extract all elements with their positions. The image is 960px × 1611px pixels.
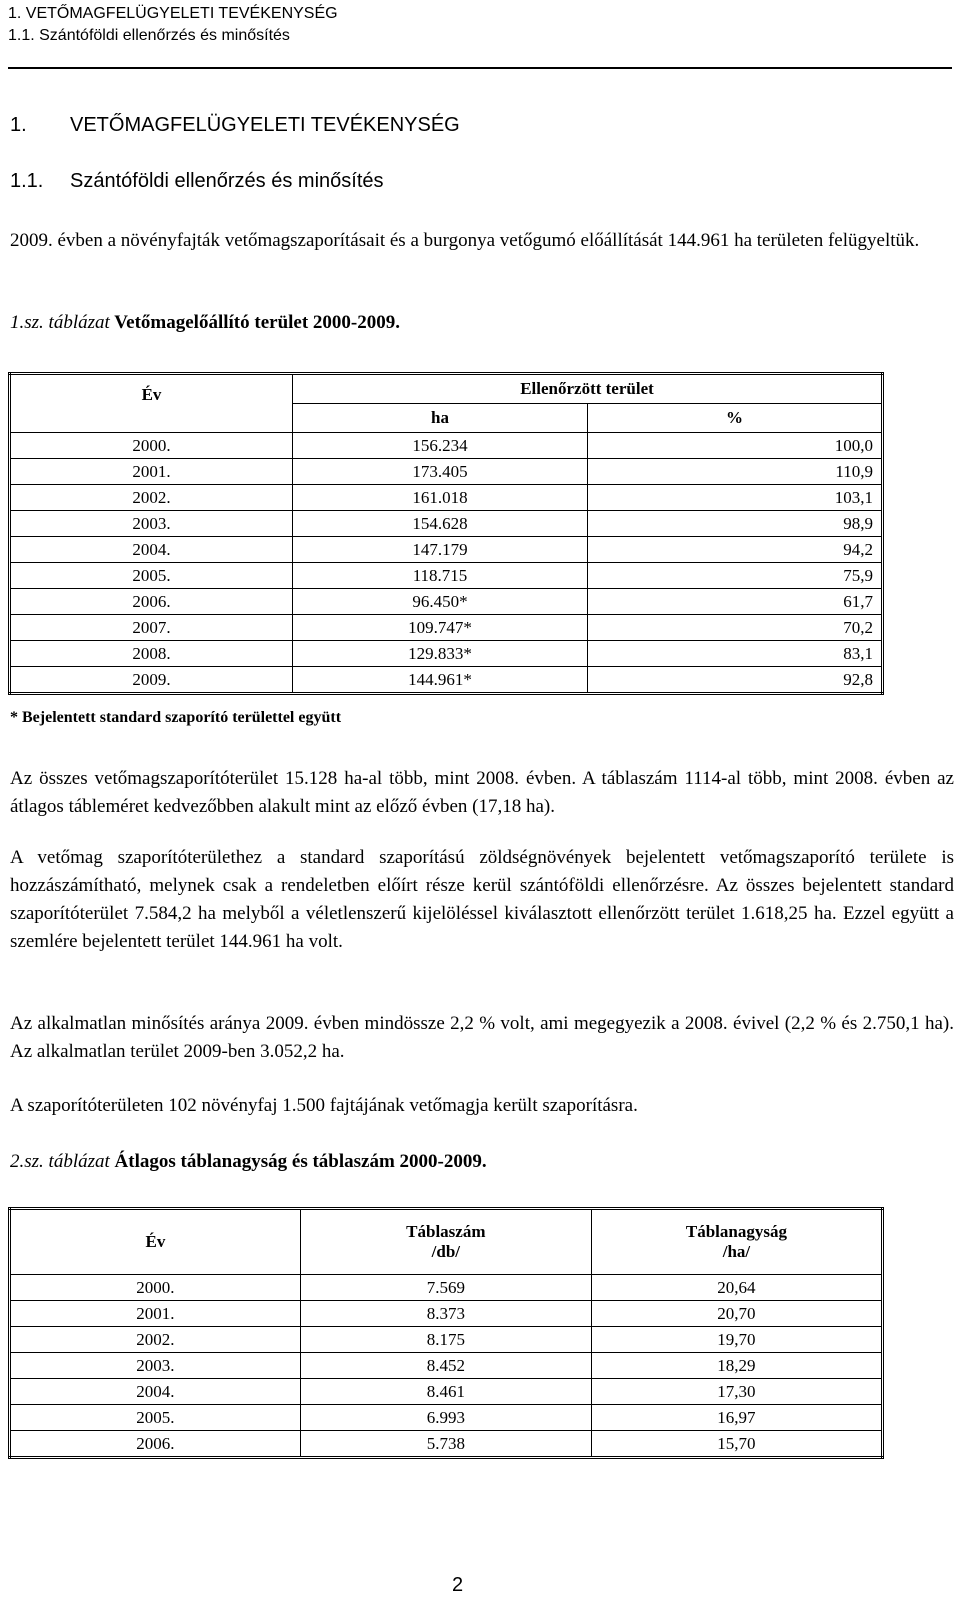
table2-cell-count: 7.569 bbox=[300, 1275, 591, 1301]
table2-cell-count: 8.452 bbox=[300, 1353, 591, 1379]
table1-cell-pct: 92,8 bbox=[588, 667, 883, 694]
table2-row bbox=[10, 1327, 883, 1353]
table2-cell-count: 8.175 bbox=[300, 1327, 591, 1353]
table1-pct-header: % bbox=[588, 404, 883, 433]
table1-cell-pct: 110,9 bbox=[588, 459, 883, 485]
table1-row bbox=[10, 485, 883, 511]
running-header-line1: 1. VETŐMAGFELÜGYELETI TEVÉKENYSÉG bbox=[8, 5, 338, 22]
table1-caption-num: 1.sz. bbox=[10, 312, 49, 333]
table1-cell-year: 2008. bbox=[10, 641, 293, 667]
table1-row bbox=[10, 537, 883, 563]
table1-cell-pct: 100,0 bbox=[588, 433, 883, 459]
table2-year-header: Év bbox=[10, 1209, 301, 1275]
table1-cell-year: 2007. bbox=[10, 615, 293, 641]
table2-row bbox=[10, 1353, 883, 1379]
table1-cell-year: 2001. bbox=[10, 459, 293, 485]
table1-caption-title: Vetőmagelőállító terület 2000-2009. bbox=[109, 312, 401, 333]
table2-cell-year: 2001. bbox=[10, 1301, 301, 1327]
table2-cell-year: 2003. bbox=[10, 1353, 301, 1379]
table1-cell-year: 2005. bbox=[10, 563, 293, 589]
table2-row bbox=[10, 1405, 883, 1431]
table2-cell-size: 16,97 bbox=[591, 1405, 882, 1431]
table2-count-unit: /db/ bbox=[431, 1242, 461, 1261]
table2-row bbox=[10, 1379, 883, 1405]
table2-cell-count: 8.373 bbox=[300, 1301, 591, 1327]
table1-row bbox=[10, 563, 883, 589]
table2-cell-size: 20,64 bbox=[591, 1275, 882, 1301]
table2-row bbox=[10, 1431, 883, 1458]
table2-count-header bbox=[300, 1209, 591, 1275]
table1-cell-ha: 109.747* bbox=[292, 615, 587, 641]
table1-cell-pct: 103,1 bbox=[588, 485, 883, 511]
table2-cell-size: 18,29 bbox=[591, 1353, 882, 1379]
table1-cell-ha: 118.715 bbox=[292, 563, 587, 589]
table1-cell-ha: 154.628 bbox=[292, 511, 587, 537]
table1-footnote: * Bejelentett standard szaporító területtel együtt bbox=[10, 709, 342, 726]
chapter-number: 1. bbox=[10, 114, 27, 136]
paragraph-total-area: Az összes vetőmagszaporítóterület 15.128 ha-al több, mint 2008. évben. A táblaszám 1114-al több, mint 2008. évben az átlagos tábleméret kedvezőbben alakult mint az előző évben (17,18 ha). bbox=[10, 768, 954, 817]
table2-cell-size: 20,70 bbox=[591, 1301, 882, 1327]
table2-size-unit: /ha/ bbox=[722, 1242, 751, 1261]
table1-caption-label: táblázat bbox=[48, 312, 110, 333]
table1-cell-pct: 75,9 bbox=[588, 563, 883, 589]
table2-cell-count: 6.993 bbox=[300, 1405, 591, 1431]
table1-cell-pct: 94,2 bbox=[588, 537, 883, 563]
table1-caption bbox=[10, 309, 954, 337]
table1-row bbox=[10, 511, 883, 537]
chapter-title: VETŐMAGFELÜGYELETI TEVÉKENYSÉG bbox=[70, 114, 460, 136]
table2-size-header bbox=[591, 1209, 882, 1275]
table1-header-row bbox=[10, 374, 883, 404]
page-number: 2 bbox=[452, 1574, 464, 1596]
table2-count-label: Táblaszám bbox=[406, 1222, 486, 1241]
table1-row bbox=[10, 667, 883, 694]
table2-cell-year: 2004. bbox=[10, 1379, 301, 1405]
table2-cell-year: 2005. bbox=[10, 1405, 301, 1431]
header-rule bbox=[8, 67, 952, 69]
table2-cell-size: 17,30 bbox=[591, 1379, 882, 1405]
table2-caption-label: táblázat bbox=[48, 1151, 110, 1172]
table1 bbox=[8, 372, 884, 695]
table1-cell-pct: 70,2 bbox=[588, 615, 883, 641]
table2-cell-year: 2000. bbox=[10, 1275, 301, 1301]
table1-row bbox=[10, 641, 883, 667]
table2-header-row bbox=[10, 1209, 883, 1275]
table2-caption-title: Átlagos táblanagyság és táblaszám 2000-2009. bbox=[109, 1151, 487, 1172]
table1-cell-ha: 161.018 bbox=[292, 485, 587, 511]
table2-row bbox=[10, 1275, 883, 1301]
table1-cell-year: 2000. bbox=[10, 433, 293, 459]
table1-cell-year: 2002. bbox=[10, 485, 293, 511]
paragraph-species: A szaporítóterületen 102 növényfaj 1.500 fajtájának vetőmagja került szaporításra. bbox=[10, 1095, 638, 1116]
paragraph-unsuitable: Az alkalmatlan minősítés aránya 2009. évben mindössze 2,2 % volt, ami megegyezik a 2008. évivel (2,2 % és 2.750,1 ha). Az alkalmatlan terület 2009-ben 3.052,2 ha. bbox=[10, 1013, 954, 1062]
table2-row bbox=[10, 1301, 883, 1327]
table2-cell-year: 2002. bbox=[10, 1327, 301, 1353]
table1-cell-pct: 83,1 bbox=[588, 641, 883, 667]
table2 bbox=[8, 1207, 884, 1459]
table1-row bbox=[10, 433, 883, 459]
chapter-heading bbox=[10, 114, 460, 137]
table2-cell-year: 2006. bbox=[10, 1431, 301, 1458]
section-number: 1.1. bbox=[10, 170, 44, 192]
running-header-line2: 1.1. Szántóföldi ellenőrzés és minősítés bbox=[8, 27, 290, 44]
table1-cell-pct: 98,9 bbox=[588, 511, 883, 537]
table1-row bbox=[10, 615, 883, 641]
paragraph-standard-area: A vetőmag szaporítóterülethez a standard szaporítású zöldségnövények bejelentett vetőmagszaporító területe is hozzászámítható, melynek csak a rendeletben előírt része kerül szántóföldi ellenőrzésre. Az összes bejelentett standard szaporítóterület 7.584,2 ha melyből a véletlenszerű kijelöléssel kiválasztott ellenőrzött terület 1.618,25 ha. Ezzel együtt a szemlére bejelentett terület 144.961 ha volt. bbox=[10, 847, 954, 952]
table1-cell-ha: 144.961* bbox=[292, 667, 587, 694]
table1-year-header: Év bbox=[10, 374, 293, 433]
table2-size-label: Táblanagyság bbox=[685, 1222, 787, 1241]
table2-cell-size: 19,70 bbox=[591, 1327, 882, 1353]
table1-cell-year: 2009. bbox=[10, 667, 293, 694]
table1-group-header: Ellenőrzött terület bbox=[292, 374, 882, 404]
table1-cell-pct: 61,7 bbox=[588, 589, 883, 615]
table2-cell-count: 8.461 bbox=[300, 1379, 591, 1405]
table1-cell-ha: 156.234 bbox=[292, 433, 587, 459]
table2-cell-count: 5.738 bbox=[300, 1431, 591, 1458]
table1-cell-ha: 173.405 bbox=[292, 459, 587, 485]
table1-cell-year: 2003. bbox=[10, 511, 293, 537]
table1-cell-ha: 96.450* bbox=[292, 589, 587, 615]
table2-cell-size: 15,70 bbox=[591, 1431, 882, 1458]
section-title: Szántóföldi ellenőrzés és minősítés bbox=[70, 170, 384, 192]
table1-ha-header: ha bbox=[292, 404, 587, 433]
table1-cell-year: 2004. bbox=[10, 537, 293, 563]
table1-cell-ha: 147.179 bbox=[292, 537, 587, 563]
table2-caption-num: 2.sz. bbox=[10, 1151, 49, 1172]
table1-cell-year: 2006. bbox=[10, 589, 293, 615]
table2-caption bbox=[10, 1148, 954, 1176]
intro-paragraph: 2009. évben a növényfajták vetőmagszaporításait és a burgonya vetőgumó előállítását 144.961 ha területen felügyeltük. bbox=[10, 230, 920, 251]
table1-row bbox=[10, 459, 883, 485]
table1-row bbox=[10, 589, 883, 615]
table1-cell-ha: 129.833* bbox=[292, 641, 587, 667]
section-heading bbox=[10, 170, 384, 193]
